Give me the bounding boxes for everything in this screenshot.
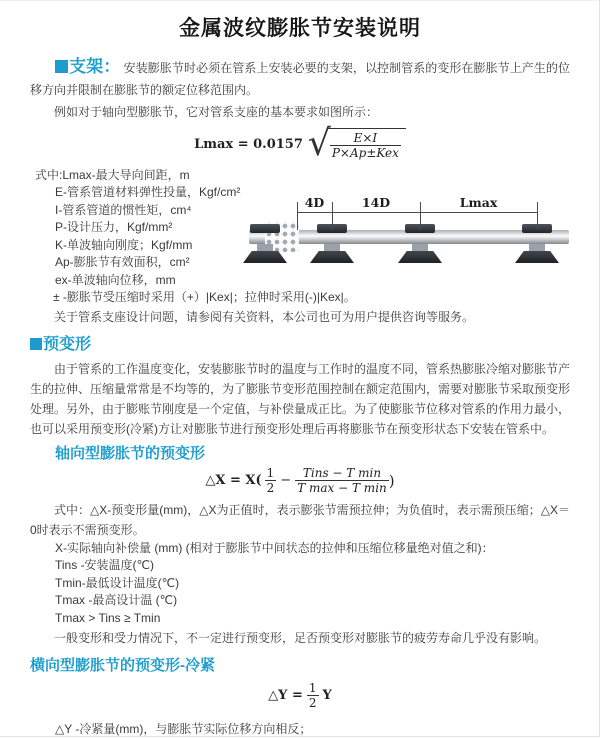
- support-note: 关于管系支座设计问题，请参阅有关资料，本公司也可为用户提供咨询等服务。: [54, 309, 475, 324]
- axial-note: 一般变形和受力情况下，不一定进行预变形，足否预变形对膨胀节的疲劳寿命几乎没有影响。: [54, 631, 547, 646]
- support-intro-text: 安装膨胀节时必须在管系上安装必要的支架，以控制管系的变形在膨胀节上产生的位移方向并限制在膨胀节的额定位移范围内。: [30, 61, 570, 97]
- support-section-heading: [55, 57, 120, 76]
- anchor-support-icon: [243, 196, 287, 274]
- closing-paren: ): [388, 471, 395, 490]
- support-neck: [529, 244, 545, 251]
- dim-label-14d: 14D: [361, 195, 391, 210]
- fraction-denominator: T max − T min: [297, 481, 387, 496]
- support-neck: [412, 244, 428, 251]
- one-half-fraction: [265, 466, 277, 496]
- axial-explain-paragraph: 式中：△X-预变形量(mm)，△X为正值时，表示膨张节需预拉伸；为负值时，表示需预压缩；△X＝0时表示不需预变形。: [30, 502, 570, 537]
- variable-line: ex-单波轴向位移，mm: [55, 272, 176, 287]
- support-intro-paragraph: [30, 57, 570, 101]
- pipe-support-diagram: [245, 196, 577, 274]
- predeform-section-heading: [30, 335, 570, 355]
- fraction-numerator: 1: [308, 681, 317, 696]
- variable-line: Tmax -最高设计温 (℃): [55, 593, 178, 608]
- temperature-fraction: [295, 466, 389, 496]
- support-base: [515, 251, 559, 263]
- lmax-formula: [30, 123, 570, 165]
- dim-label-4d: 4D: [304, 195, 325, 210]
- minus-sign: −: [280, 473, 292, 489]
- variable-line: 式中:Lmax-最大导向间距，m: [35, 167, 190, 182]
- radical-sign: √: [307, 123, 331, 165]
- lateral-subsection-heading: 横向型膨胀节的预变形-冷紧: [30, 657, 215, 675]
- fraction-denominator: 2: [266, 481, 275, 496]
- lateral-formula-lhs: △Y =: [268, 688, 303, 704]
- support-neck: [324, 244, 340, 251]
- variable-line: Ap-膨胀节有效面积，cm²: [55, 255, 190, 270]
- lmax-numerator: E×I: [353, 131, 378, 145]
- lateral-formula: [30, 681, 570, 711]
- support-base: [243, 251, 287, 263]
- fraction-denominator: 2: [308, 696, 317, 711]
- variable-line: K-单波轴向刚度；Kgf/mm: [55, 237, 193, 252]
- predeform-body-paragraph: 由于管系的工作温度变化，安装膨胀节时的温度与工作时的温度不同，管系热膨胀冷缩对膨胀节产生的拉伸、压缩量常常是不均等的，为了膨胀节变形范围控制在额定范围内，需要对膨胀节采取预变形处理。另外，由于膨账节刚度是一个定值，与补偿量成正比。为了使膨胀节位移对管系的作用力最小，也可以采用预变形(冷紧)方让对膨胀节进行预变形处理后再将膨胀节在预变形状态下安装在管系中。: [30, 361, 571, 436]
- radical-content: [327, 128, 406, 161]
- support-heading-label: 支架：: [69, 57, 121, 76]
- page-title: 金属波纹膨胀节安装说明: [179, 17, 421, 40]
- lmax-fraction: [330, 131, 401, 161]
- one-half-fraction: [307, 681, 319, 711]
- fraction-numerator: 1: [266, 465, 275, 480]
- dimension-line: [297, 212, 537, 213]
- axial-variable-list: [30, 540, 570, 628]
- variable-line: Tmax > Tins ≥ Tmin: [55, 610, 161, 625]
- blue-square-icon: [55, 60, 68, 73]
- lmax-denominator: P×Ap±Kex: [331, 146, 399, 161]
- axial-formula-lhs: △X = X(: [205, 473, 262, 489]
- axial-subsection-heading: 轴向型膨胀节的预变形: [55, 444, 206, 462]
- variable-line: Tins -安装温度(℃): [55, 558, 155, 573]
- blue-square-icon: [30, 338, 42, 350]
- dimension-tick: [537, 202, 538, 230]
- dim-label-lmax: Lmax: [459, 195, 498, 210]
- support-example-line: 例如对于轴向型膨胀节，它对管系支座的基本要求如图所示：: [54, 105, 379, 119]
- predeform-heading-label: 预变形: [43, 335, 92, 353]
- support-clamp: [250, 224, 280, 233]
- fraction-numerator: Tins − T min: [302, 465, 382, 480]
- variable-line: P-设计压力，Kgf/mm²: [55, 220, 173, 235]
- variable-line: E-管系管道材料弹性投量，Kgf/cm²: [55, 185, 241, 200]
- support-base: [398, 251, 442, 263]
- lateral-note: △Y -冷紧量(mm)，与膨胀节实际位移方向相反；: [55, 721, 312, 736]
- lmax-formula-lhs: Lmax = 0.0157: [194, 136, 303, 152]
- support-neck: [257, 244, 273, 251]
- variable-line: I-管系管道的惯性矩，cm⁴: [55, 202, 192, 217]
- support-base: [310, 251, 354, 263]
- lateral-formula-rhs: Y: [322, 688, 332, 704]
- axial-formula: [30, 466, 570, 496]
- variable-line: ± -膨胀节受压缩时采用（+）|Kex|；拉伸时采用(-)|Kex|。: [53, 290, 356, 305]
- variable-line: Tmin-最低设计温度(℃): [55, 575, 180, 590]
- variable-line: X-实际轴向补偿量 (mm) (相对于膨胀节中间状态的拉伸和压缩位移量绝对值之和)：: [55, 540, 494, 555]
